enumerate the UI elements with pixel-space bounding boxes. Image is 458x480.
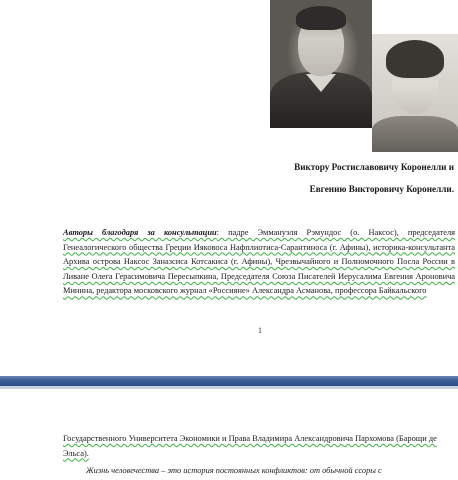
page-separator xyxy=(0,372,458,406)
photo-hair xyxy=(296,6,346,30)
acknowledgements-text: : падре Эммануэля Рэмундос (о. Наксос), председателя Генеалогического общества Греции Ияковоса Нафплиотиса-Сарантиноса (г. Афины), историка-консультанта Архива острова Наксос Заназсиса Котсакиса (г. Афины), Чрезвычайного и Полномочного Посла России в Ливане Олега Герасимовича Пересыпкина, Председателя Союза Писателей Иерусалима Евгения Ароновича Минина, редактора московского журнал «Россияне» Александра Асманова, профессора Байкальского xyxy=(63,228,455,296)
portrait-photo-military xyxy=(270,0,372,128)
page-number: 1 xyxy=(258,326,262,335)
epigraph-line: Жизнь человечества – это история постоянных конфликтов: от обычной ссоры с xyxy=(86,466,382,475)
portrait-photo-young-man xyxy=(372,34,458,152)
page-gap-bar xyxy=(0,376,458,386)
dedication-line-2: Евгению Викторовичу Коронелли. xyxy=(309,184,454,194)
page-gap-shade xyxy=(0,386,458,389)
acknowledgements-paragraph xyxy=(63,226,455,299)
continuation-text: Государственного Университета Экономики и Права Владимира Александровича Пархомова (Барощи де Эльса). xyxy=(63,434,437,458)
photo-shirt xyxy=(372,116,458,152)
acknowledgements-lead: Авторы благодаря за консультации xyxy=(63,228,217,237)
dedication-line-1: Виктору Ростиславовичу Коронелли и xyxy=(294,162,454,172)
continuation-paragraph xyxy=(63,432,455,461)
photo-hair xyxy=(386,40,444,78)
